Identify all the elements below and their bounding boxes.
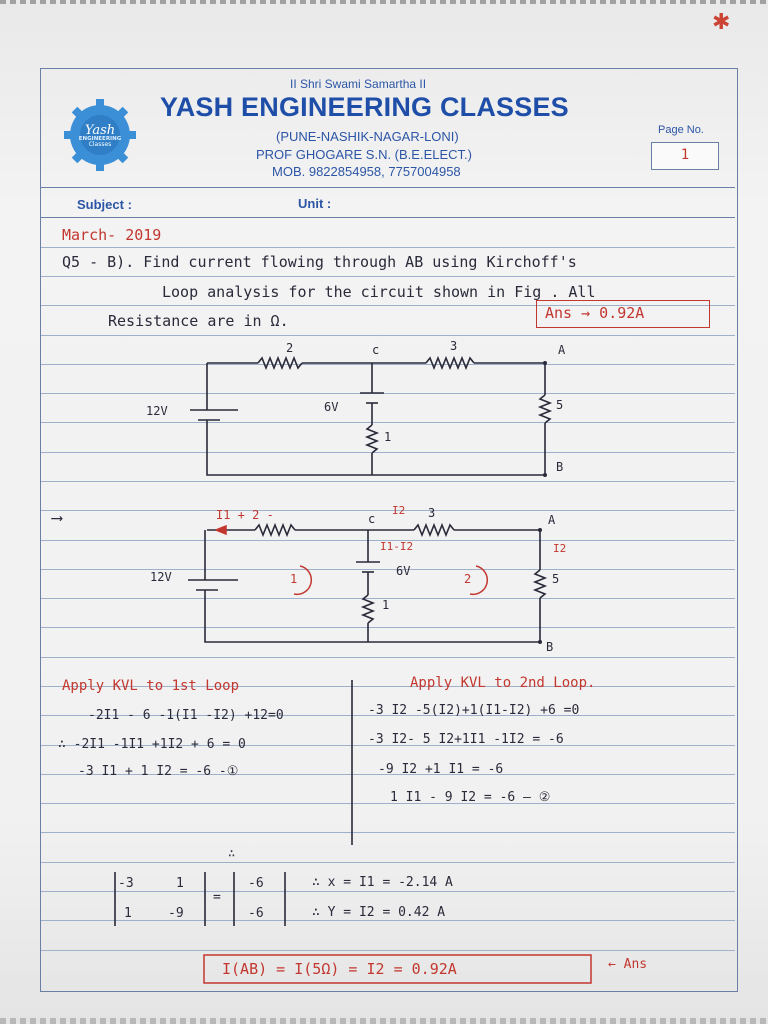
kvl-left-title: Apply KVL to 1st Loop: [62, 678, 240, 694]
kvl-right-title: Apply KVL to 2nd Loop.: [410, 675, 596, 691]
kvl-right-line-2: -3 I2- 5 I2+1I1 -1I2 = -6: [368, 732, 564, 747]
kvl-right-line-3: -9 I2 +1 I1 = -6: [378, 762, 504, 777]
c1-r-ab: 5: [556, 398, 564, 412]
loop-2-arrow: [470, 566, 487, 594]
question-line-1: Q5 - B). Find current flowing through AB using Kirchoff's: [62, 253, 577, 271]
matrix-therefore: ∴: [228, 846, 236, 860]
page-no-value: 1: [680, 147, 690, 163]
matrix-equals: =: [213, 890, 221, 905]
c1-source-mid: 6V: [324, 400, 339, 414]
unit-label: Unit :: [298, 196, 332, 211]
matrix-a22: -9: [168, 906, 184, 921]
c2-r-ab: 5: [552, 572, 560, 586]
header-invocation: II Shri Swami Samartha II: [290, 77, 427, 91]
kvl-left-line-2: ∴ -2I1 -1I1 +1I2 + 6 = 0: [58, 737, 246, 752]
matrix-b1: -6: [248, 876, 264, 891]
answer-value: Ans → 0.92A: [545, 304, 645, 322]
star-mark: ✱: [712, 10, 731, 35]
c2-arrow: ⟶: [52, 508, 62, 527]
solution-x: ∴ x = I1 = -2.14 A: [312, 875, 453, 890]
c1-node-b: B: [556, 460, 564, 474]
c1-r-left: 2: [286, 341, 294, 355]
c2-node-b: B: [546, 640, 554, 654]
c2-i2-label: I2: [392, 504, 406, 517]
question-line-2: Loop analysis for the circuit shown in Fig . All: [162, 283, 596, 301]
c2-loop-1: 1: [290, 572, 298, 586]
header-professor: PROF GHOGARE S.N. (B.E.ELECT.): [256, 147, 472, 162]
c2-node-a: A: [548, 513, 556, 527]
c1-node-c: c: [372, 343, 380, 357]
c2-loop-2: 2: [464, 572, 472, 586]
c2-r-right: 3: [428, 506, 436, 520]
final-note: ← Ans: [608, 957, 648, 972]
matrix-a21: 1: [124, 906, 132, 921]
header-title: YASH ENGINEERING CLASSES: [160, 92, 569, 122]
header-mobile: MOB. 9822854958, 7757004958: [272, 164, 461, 179]
subject-label: Subject :: [77, 197, 132, 212]
solution-y: ∴ Y = I2 = 0.42 A: [312, 905, 446, 920]
c1-node-a: A: [558, 343, 566, 357]
c2-mid-current: I1-I2: [380, 540, 414, 553]
c1-source-left: 12V: [146, 404, 168, 418]
matrix-b2: -6: [248, 906, 264, 921]
logo-word: Yash: [84, 123, 116, 138]
c2-i1-label: I1 + 2 -: [216, 508, 274, 522]
kvl-right-line-1: -3 I2 -5(I2)+1(I1-I2) +6 =0: [368, 703, 580, 718]
kvl-right-line-4: 1 I1 - 9 I2 = -6 — ②: [390, 790, 551, 805]
c2-source-left: 12V: [150, 570, 172, 584]
c1-r-right: 3: [450, 339, 458, 353]
page-no-label: Page No.: [658, 124, 704, 136]
c2-source-mid: 6V: [396, 564, 411, 578]
kvl-left-line-1: -2I1 - 6 -1(I1 -I2) +12=0: [88, 708, 284, 723]
question-date: March- 2019: [62, 226, 162, 244]
c2-r-mid: 1: [382, 598, 390, 612]
final-result: I(AB) = I(5Ω) = I2 = 0.92A: [222, 960, 457, 978]
logo-sub: Classes: [88, 141, 112, 148]
c2-node-c: c: [368, 512, 376, 526]
matrix-a11: -3: [118, 876, 134, 891]
matrix-a12: 1: [176, 876, 184, 891]
header-locations: (PUNE-NASHIK-NAGAR-LONI): [276, 129, 459, 144]
c1-r-mid: 1: [384, 430, 392, 444]
question-line-3: Resistance are in Ω.: [108, 312, 289, 330]
c2-ab-current: I2: [553, 542, 567, 555]
kvl-left-line-3: -3 I1 + 1 I2 = -6 -①: [78, 764, 239, 779]
logo-ring: ENGINEERING: [78, 136, 122, 142]
